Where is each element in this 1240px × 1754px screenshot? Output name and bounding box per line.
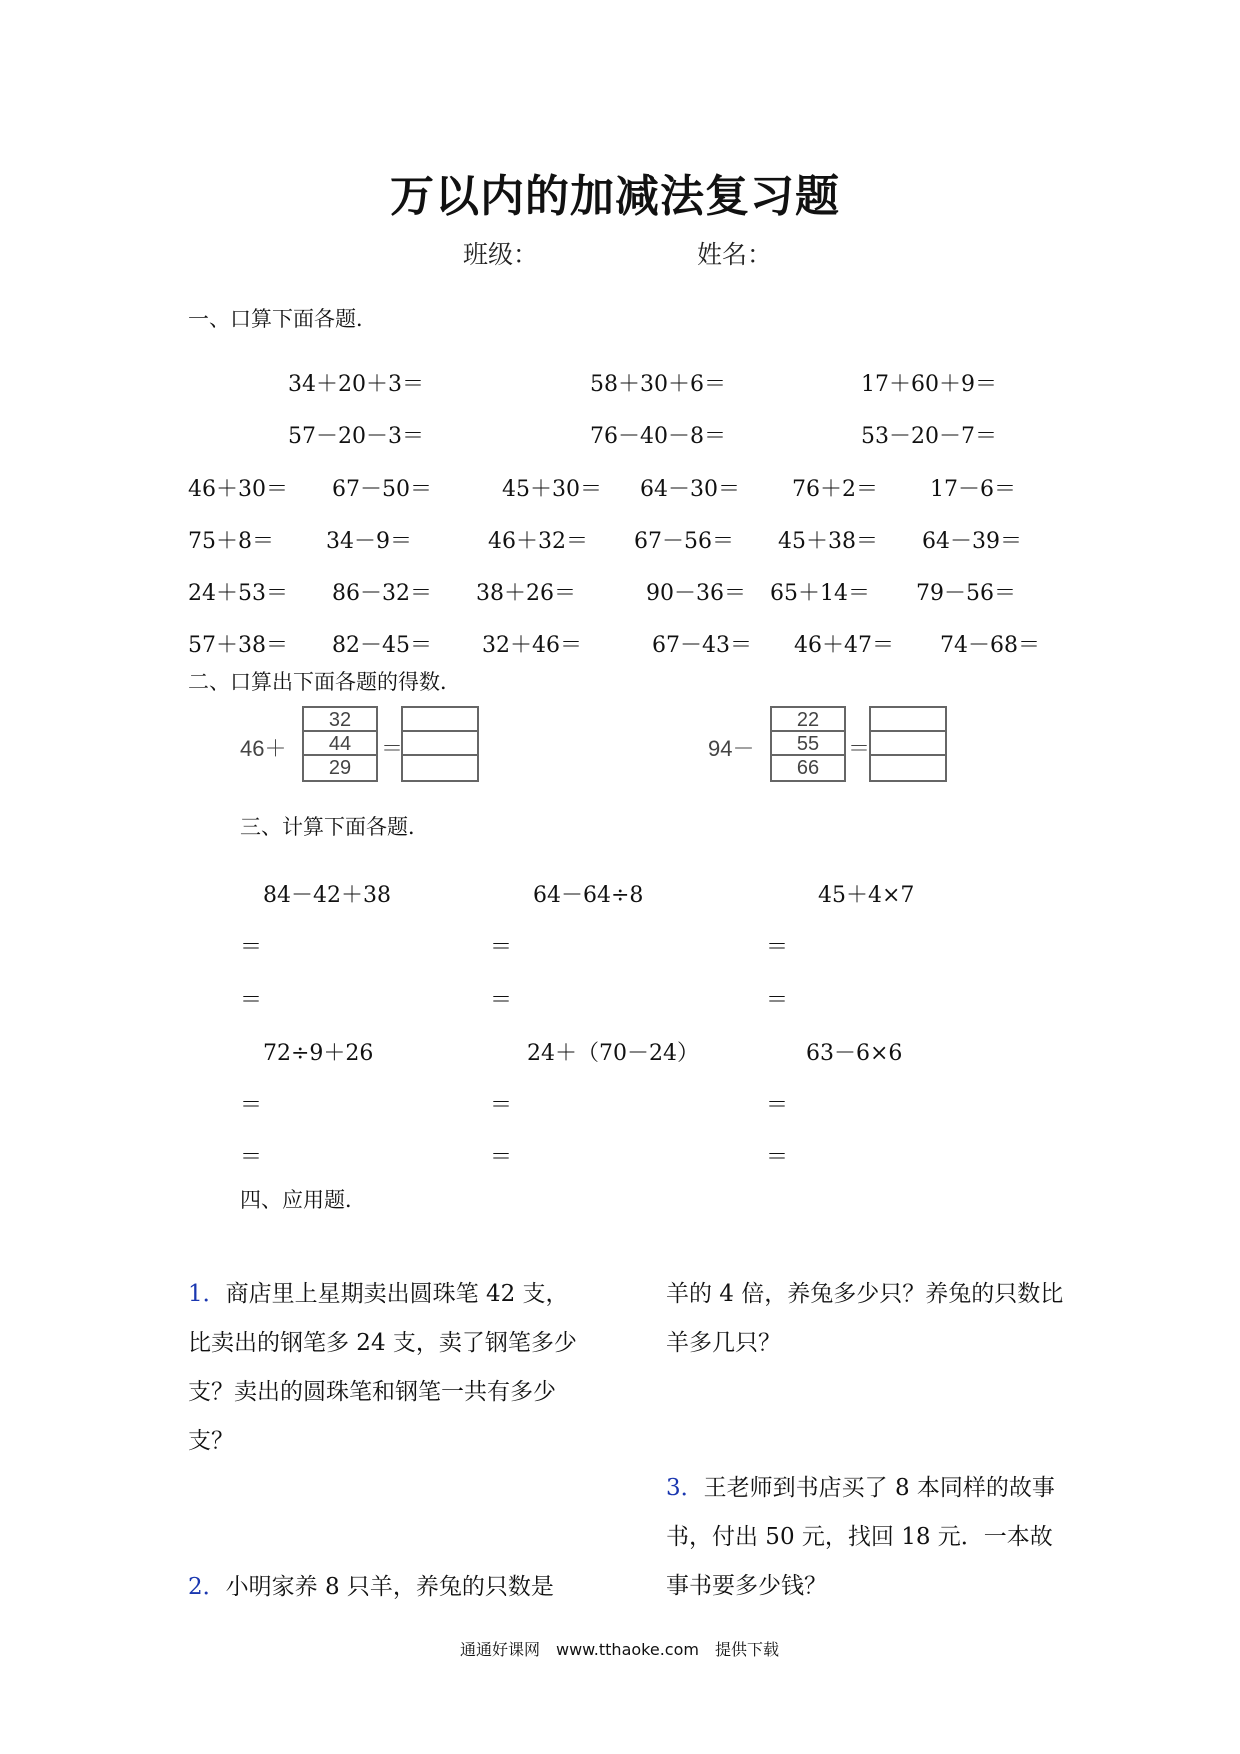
problem-1 bbox=[188, 1270, 588, 1466]
equation: 64－30＝ bbox=[640, 477, 740, 502]
equals-sign: ＝ bbox=[240, 988, 263, 1013]
section4-heading: 四、应用题． bbox=[240, 1188, 366, 1212]
equation: 79－56＝ bbox=[916, 581, 1016, 606]
equation: 34＋20＋3＝ bbox=[288, 372, 424, 397]
equation: 90－36＝ bbox=[646, 581, 746, 606]
equation: 46＋30＝ bbox=[188, 477, 288, 502]
equals-sign: ＝ bbox=[766, 1093, 789, 1118]
subtrahend-cell: 66 bbox=[796, 757, 820, 779]
problem-text: 小明家养 8 只羊，养兔的只数是 bbox=[225, 1574, 554, 1600]
equation: 38＋26＝ bbox=[476, 581, 576, 606]
equation: 67－43＝ bbox=[652, 633, 752, 658]
addend-cell: 29 bbox=[328, 757, 352, 779]
equation: 76＋2＝ bbox=[792, 477, 878, 502]
addend-label: 46＋ bbox=[240, 736, 287, 761]
equation: 64－39＝ bbox=[922, 529, 1022, 554]
equals-sign: ＝ bbox=[490, 1145, 513, 1170]
answer-blank bbox=[403, 756, 477, 780]
equation: 57－20－3＝ bbox=[288, 424, 424, 449]
equation: 24＋53＝ bbox=[188, 581, 288, 606]
equation: 17＋60＋9＝ bbox=[861, 372, 997, 397]
equation: 67－56＝ bbox=[634, 529, 734, 554]
equals-sign: ＝ bbox=[766, 935, 789, 960]
subtrahend-label: 94－ bbox=[708, 736, 755, 761]
equals-sign: ＝ bbox=[240, 935, 263, 960]
equation: 58＋30＋6＝ bbox=[590, 372, 726, 397]
equals-sign: ＝ bbox=[240, 1093, 263, 1118]
addend-cell: 44 bbox=[304, 732, 376, 756]
expression: 64－64÷8 bbox=[533, 883, 644, 908]
name-label: 姓名： bbox=[697, 240, 773, 269]
answer-blank bbox=[871, 756, 945, 780]
expression: 45＋4×7 bbox=[818, 883, 915, 908]
equation: 53－20－7＝ bbox=[861, 424, 997, 449]
equals-sign: ＝ bbox=[766, 988, 789, 1013]
footer-credit: 通通好课网 www.tthaoke.com 提供下载 bbox=[460, 1640, 779, 1659]
equation: 32＋46＝ bbox=[482, 633, 582, 658]
class-label: 班级： bbox=[463, 240, 539, 269]
answer-blank bbox=[403, 732, 477, 756]
equation: 45＋30＝ bbox=[502, 477, 602, 502]
problem-number: 2． bbox=[188, 1574, 226, 1600]
addend-box bbox=[302, 706, 378, 782]
equation: 75＋8＝ bbox=[188, 529, 274, 554]
subtrahend-cell: 55 bbox=[772, 732, 844, 756]
answer-box bbox=[401, 706, 479, 782]
section1-heading: 一、口算下面各题． bbox=[188, 307, 377, 331]
expression: 84－42＋38 bbox=[263, 883, 391, 908]
equals-sign: ＝ bbox=[490, 988, 513, 1013]
problem-number: 3． bbox=[666, 1475, 704, 1501]
equation: 86－32＝ bbox=[332, 581, 432, 606]
answer-blank bbox=[871, 732, 945, 756]
equals-sign: ＝ bbox=[490, 1093, 513, 1118]
subtrahend-box bbox=[770, 706, 846, 782]
section2-heading: 二、口算出下面各题的得数． bbox=[188, 670, 461, 694]
equals-sign: ＝ bbox=[381, 736, 404, 761]
equals-sign: ＝ bbox=[240, 1145, 263, 1170]
equation: 45＋38＝ bbox=[778, 529, 878, 554]
equals-sign: ＝ bbox=[766, 1145, 789, 1170]
expression: 72÷9＋26 bbox=[263, 1041, 374, 1066]
equals-sign: ＝ bbox=[848, 736, 871, 761]
problem-text: 王老师到书店买了 8 本同样的故事书，付出 50 元，找回 18 元．一本故事书要多少钱？ bbox=[666, 1475, 1055, 1599]
expression: 24＋（70－24） bbox=[527, 1041, 699, 1066]
equation: 46＋47＝ bbox=[794, 633, 894, 658]
answer-blank bbox=[871, 708, 945, 732]
equation: 65＋14＝ bbox=[770, 581, 870, 606]
problem-2 bbox=[188, 1563, 608, 1612]
equals-sign: ＝ bbox=[490, 935, 513, 960]
equation: 76－40－8＝ bbox=[590, 424, 726, 449]
equation: 67－50＝ bbox=[332, 477, 432, 502]
equation: 46＋32＝ bbox=[488, 529, 588, 554]
equation: 17－6＝ bbox=[930, 477, 1016, 502]
addend-cell: 32 bbox=[304, 708, 376, 732]
page-title: 万以内的加减法复习题 bbox=[390, 171, 840, 222]
equation: 34－9＝ bbox=[326, 529, 412, 554]
expression: 63－6×6 bbox=[806, 1041, 903, 1066]
problem-2-continued: 羊的 4 倍，养兔多少只？养兔的只数比羊多几只？ bbox=[666, 1281, 1064, 1356]
answer-blank bbox=[403, 708, 477, 732]
section3-heading: 三、计算下面各题． bbox=[240, 815, 429, 839]
equation: 82－45＝ bbox=[332, 633, 432, 658]
problem-text: 商店里上星期卖出圆珠笔 42 支，比卖出的钢笔多 24 支，卖了钢笔多少支？卖出的圆珠笔和钢笔一共有多少支？ bbox=[188, 1281, 577, 1454]
equation: 74－68＝ bbox=[940, 633, 1040, 658]
subtrahend-cell: 22 bbox=[772, 708, 844, 732]
problem-number: 1． bbox=[188, 1281, 226, 1307]
answer-box bbox=[869, 706, 947, 782]
problem-3 bbox=[666, 1464, 1066, 1611]
equation: 57＋38＝ bbox=[188, 633, 288, 658]
